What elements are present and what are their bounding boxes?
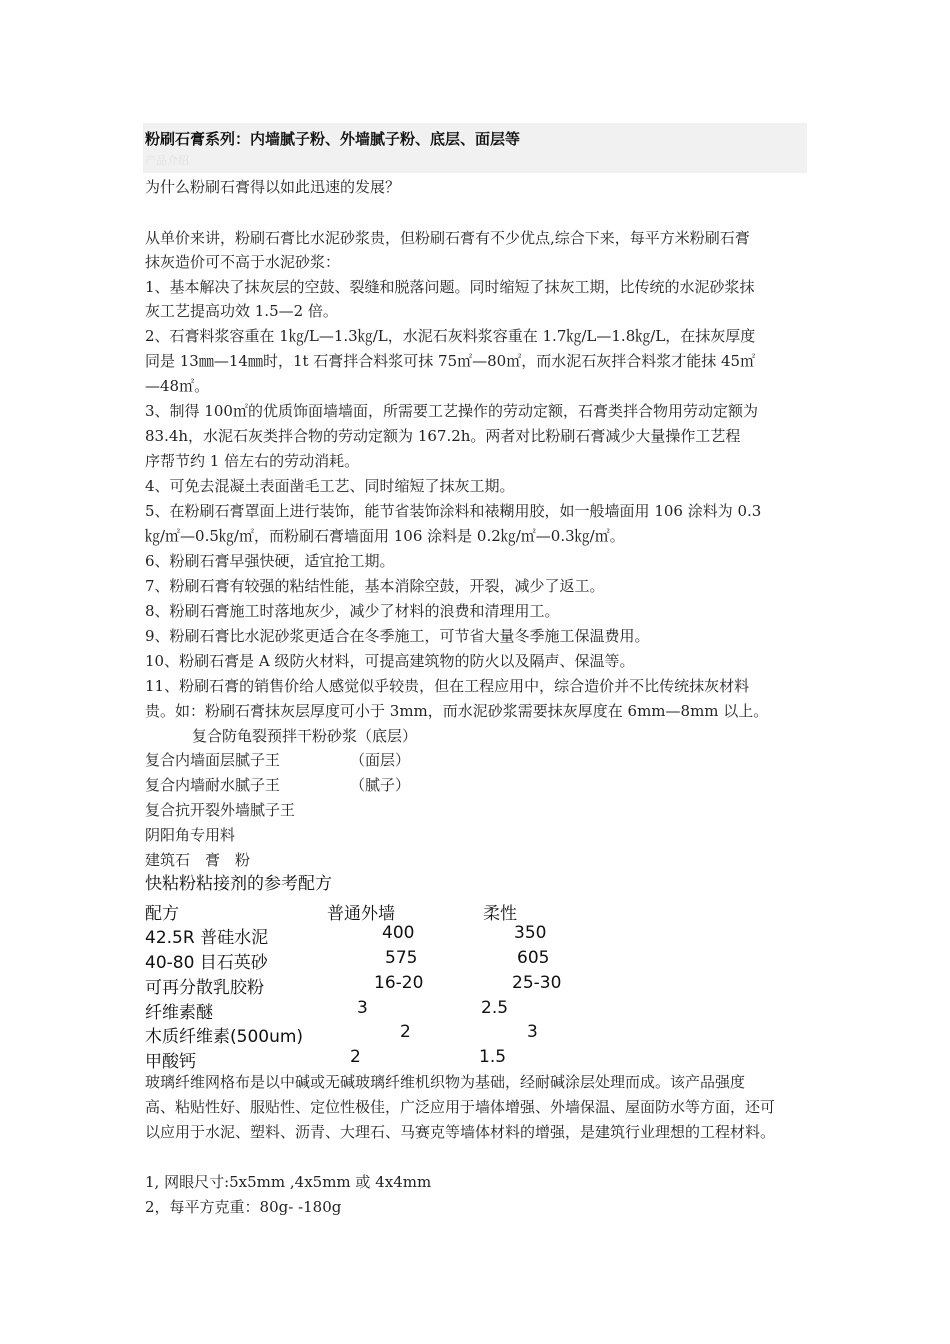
point-line: 6、粉刷石膏早强快硬，适宜抢工期。 [145,552,395,570]
point-line: 3、制得 100㎡的优质饰面墙墙面，所需要工艺操作的劳动定额，石膏类拌合物用劳动定额为 [145,402,758,420]
intro-line: 抹灰造价可不高于水泥砂浆： [145,253,341,271]
point-line: 灰工艺提高功效 1.5—2 倍。 [145,302,338,320]
formula-cell: 2 [350,1047,361,1067]
point-line: 2、石膏料浆容重在 1㎏/L—1.3㎏/L，水泥石灰料浆容重在 1.7㎏/L—1.8㎏/L，在抹灰厚度 [145,327,756,345]
point-line: 1、基本解决了抹灰层的空鼓、裂缝和脱落问题。同时缩短了抹灰工期，比传统的水泥砂浆抹 [145,278,755,296]
spec-line: 2，每平方克重：80g- -180g [145,1198,342,1216]
formula-cell: 42.5R 普硅水泥 [145,928,269,948]
point-line: ㎏/㎡—0.5㎏/㎡，而粉刷石膏墙面用 106 涂料是 0.2㎏/㎡—0.3㎏/㎡。 [145,527,625,545]
point-line: 10、粉刷石膏是 A 级防火材料，可提高建筑物的防火以及隔声、保温等。 [145,652,635,670]
product-item: 复合内墙面层腻子王 [145,751,281,769]
formula-cell: 木质纤维素(500um) [145,1027,304,1047]
point-line: 9、粉刷石膏比水泥砂浆更适合在冬季施工，可节省大量冬季施工保温费用。 [145,627,650,645]
product-item: 复合抗开裂外墙腻子王 [145,801,296,819]
point-line: —48㎡。 [145,377,210,395]
formula-cell: 2.5 [481,998,509,1018]
product-item: 复合内墙耐水腻子王 [145,776,281,794]
formula-cell: 2 [400,1022,411,1042]
product-item: 阴阳角专用料 [145,826,236,844]
point-line: 11、粉刷石膏的销售价给人感觉似乎较贵，但在工程应用中，综合造价并不比传统抹灰材料 [145,677,750,695]
product-tag: （腻子） [350,776,411,794]
formula-header: 柔性 [483,904,517,924]
formula-cell: 25-30 [512,973,562,993]
formula-header: 普通外墙 [327,904,395,924]
formula-cell: 纤维素醚 [145,1003,213,1023]
formula-cell: 1.5 [479,1047,507,1067]
formula-cell: 甲酸钙 [145,1052,196,1072]
point-line: 8、粉刷石膏施工时落地灰少，减少了材料的浪费和清理用工。 [145,602,560,620]
formula-cell: 16-20 [374,973,424,993]
formula-cell: 40-80 目石英砂 [145,953,268,973]
product-item: 建筑石 膏 粉 [145,851,251,869]
point-line: 贵。如：粉刷石膏抹灰层厚度可小于 3mm，而水泥砂浆需要抹灰厚度在 6mm—8mm 以上。 [145,702,769,720]
glass-fiber-line: 玻璃纤维网格布是以中碱或无碱玻璃纤维机织物为基础，经耐碱涂层处理而成。该产品强度 [145,1073,746,1091]
product-tag: （面层） [350,751,411,769]
point-line: 7、粉刷石膏有较强的粘结性能，基本消除空鼓，开裂，减少了返工。 [145,577,605,595]
product-item: 复合防龟裂预拌干粉砂浆（底层） [192,727,418,745]
glass-fiber-line: 以应用于水泥、塑料、沥青、大理石、马赛克等墙体材料的增强，是建筑行业理想的工程材料。 [145,1123,776,1141]
formula-header: 配方 [145,904,179,924]
formula-cell: 575 [385,948,418,968]
point-line: 4、可免去混凝土表面凿毛工艺、同时缩短了抹灰工期。 [145,477,515,495]
page-subtitle: 产品介绍 [145,154,189,167]
formula-cell: 350 [514,923,547,943]
formula-cell: 3 [357,998,368,1018]
point-line: 序帮节约 1 倍左右的劳动消耗。 [145,452,360,470]
formula-cell: 605 [517,948,550,968]
formula-cell: 3 [527,1022,538,1042]
intro-question: 为什么粉刷石膏得以如此迅速的发展？ [145,178,401,196]
point-line: 5、在粉刷石膏罩面上进行装饰，能节省装饰涂料和裱糊用胶，如一般墙面用 106 涂料为 0.3 [145,502,762,520]
formula-cell: 可再分散乳胶粉 [145,978,264,998]
formula-title: 快粘粉粘接剂的参考配方 [145,874,332,894]
spec-line: 1, 网眼尺寸:5x5mm ,4x5mm 或 4x4mm [145,1173,432,1191]
glass-fiber-line: 高、粘贴性好、服贴性、定位性极佳，广泛应用于墙体增强、外墙保温、屋面防水等方面，还可 [145,1098,776,1116]
point-line: 83.4h，水泥石灰类拌合物的劳动定额为 167.2h。两者对比粉刷石膏减少大量操作工艺程 [145,427,741,445]
intro-line: 从单价来讲，粉刷石膏比水泥砂浆贵，但粉刷石膏有不少优点,综合下来，每平方米粉刷石膏 [145,229,750,247]
point-line: 同是 13㎜—14㎜时，1t 石膏拌合料浆可抹 75㎡—80㎡，而水泥石灰拌合料浆才能抹 45㎡ [145,352,756,370]
page-title: 粉刷石膏系列：内墙腻子粉、外墙腻子粉、底层、面层等 [145,130,521,148]
formula-cell: 400 [382,923,415,943]
